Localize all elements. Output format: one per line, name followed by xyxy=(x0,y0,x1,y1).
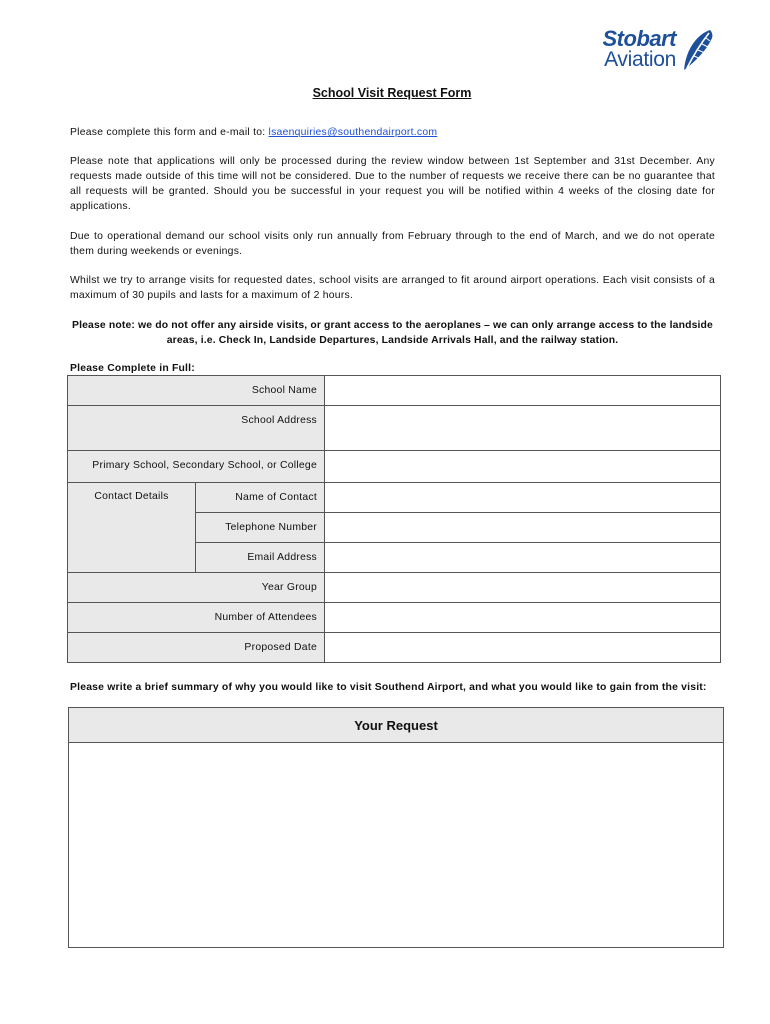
contact-name-field[interactable] xyxy=(325,483,721,513)
summary-prompt: Please write a brief summary of why you would like to visit Southend Airport, and what you would like to gain from the visit: xyxy=(70,682,707,693)
row-proposed-date xyxy=(68,633,721,663)
intro-text: Please complete this form and e-mail to: xyxy=(70,127,269,138)
intro-paragraph xyxy=(70,125,715,140)
school-type-field[interactable] xyxy=(325,451,721,483)
label-school-address: School Address xyxy=(68,406,325,451)
label-school-type: Primary School, Secondary School, or College xyxy=(68,451,325,483)
feather-icon xyxy=(680,28,716,74)
label-proposed-date: Proposed Date xyxy=(68,633,325,663)
year-group-field[interactable] xyxy=(325,573,721,603)
label-attendees: Number of Attendees xyxy=(68,603,325,633)
stobart-aviation-logo xyxy=(560,26,720,76)
label-email: Email Address xyxy=(196,543,325,573)
school-name-field[interactable] xyxy=(325,376,721,406)
row-attendees xyxy=(68,603,721,633)
review-window-paragraph: Please note that applications will only be processed during the review window between 1st September and 31st December. Any requests made outside of this time will not be considered. Due to the number of requests we receive there can be no guarantee that all requests will be granted. Should you be successful in your request you will be notified within 4 weeks of the closing date for applications. xyxy=(70,156,715,212)
row-year-group xyxy=(68,573,721,603)
row-school-address xyxy=(68,406,721,451)
telephone-field[interactable] xyxy=(325,513,721,543)
logo-line2: Aviation xyxy=(604,48,676,71)
complete-label: Please Complete in Full: xyxy=(70,363,195,374)
label-school-name: School Name xyxy=(68,376,325,406)
airside-note: Please note: we do not offer any airside visits, or grant access to the aeroplanes – we can only arrange access to the landside areas, i.e. Check In, Landside Departures, Landside Arrivals Hall, and the railway station. xyxy=(72,320,713,346)
request-heading: Your Request xyxy=(69,708,723,743)
proposed-date-field[interactable] xyxy=(325,633,721,663)
email-link[interactable]: lsaenquiries@southendairport.com xyxy=(268,127,438,138)
operational-paragraph: Due to operational demand our school visits only run annually from February through to the end of March, and we do not operate them during weekends or evenings. xyxy=(70,231,715,257)
details-table xyxy=(67,375,721,663)
label-contact-name: Name of Contact xyxy=(196,483,325,513)
request-text-area[interactable] xyxy=(69,743,723,948)
email-field[interactable] xyxy=(325,543,721,573)
label-contact-details: Contact Details xyxy=(68,483,196,573)
logo-line1: Stobart xyxy=(602,26,676,51)
page-title: School Visit Request Form xyxy=(312,86,472,100)
row-school-type xyxy=(68,451,721,483)
row-school-name xyxy=(68,376,721,406)
visits-paragraph: Whilst we try to arrange visits for requested dates, school visits are arranged to fit around airport operations. Each visit consists of a maximum of 30 pupils and lasts for a maximum of 2 hours. xyxy=(70,275,715,301)
school-address-field[interactable] xyxy=(325,406,721,451)
label-telephone: Telephone Number xyxy=(196,513,325,543)
label-year-group: Year Group xyxy=(68,573,325,603)
attendees-field[interactable] xyxy=(325,603,721,633)
row-contact-name xyxy=(68,483,721,513)
request-box xyxy=(68,707,724,948)
